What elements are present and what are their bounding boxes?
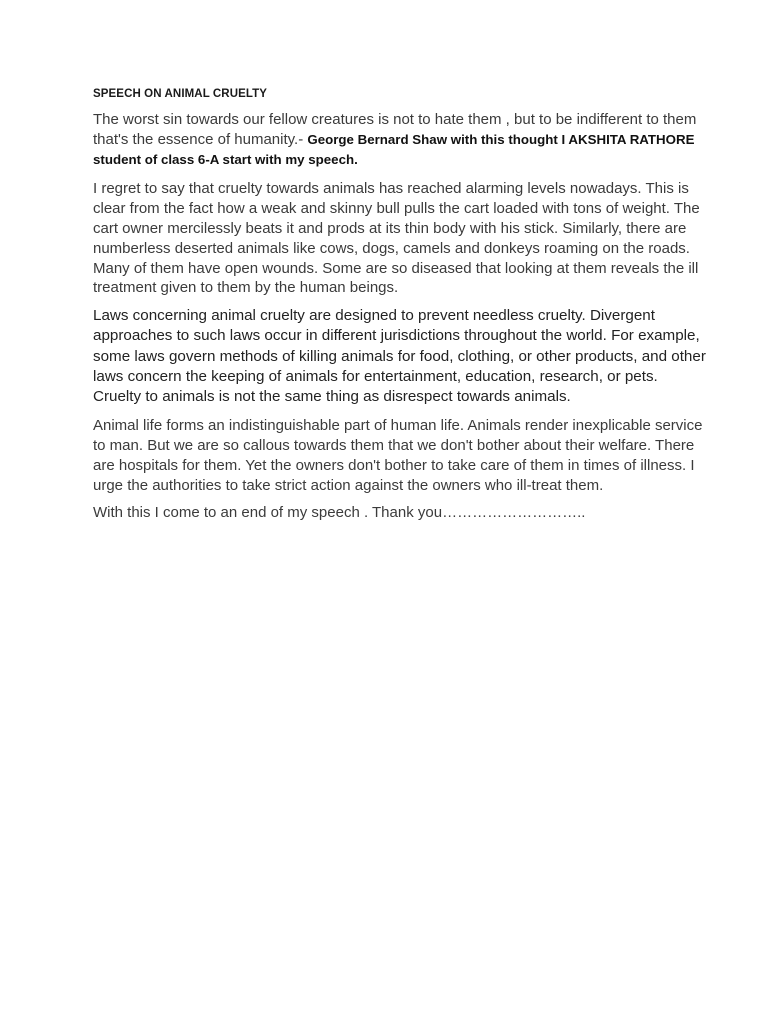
- paragraph-intro: [93, 110, 709, 169]
- paragraph-cruelty-levels: I regret to say that cruelty towards animals has reached alarming levels nowadays. This is clear from the fact how a weak and skinny bull pulls the cart loaded with tons of weight. The cart owner mercilessly beats it and prods at its thin body with his stick. Similarly, there are numberless deserted animals like cows, dogs, camels and donkeys roaming on the roads. Many of them have open wounds. Some are so diseased that looking at them reveals the ill treatment given to them by the human beings.: [93, 180, 700, 297]
- intro-quote-text: The worst sin towards our fellow creatures is not to hate them , but to be indifferent to them that's the essence of humanity.-: [93, 111, 697, 148]
- paragraph-laws: Laws concerning animal cruelty are designed to prevent needless cruelty. Divergent approaches to such laws occur in different jurisdictions throughout the world. For example, some laws govern methods of killing animals for food, clothing, or other products, and other laws concern the keeping of animals for entertainment, education, research, or pets. Cruelty to animals is not the same thing as disrespect towards animals.: [93, 307, 706, 405]
- intro-bold-text: George Bernard Shaw with this thought I AKSHITA RATHORE student of class 6-A start with my speech.: [93, 131, 695, 167]
- document-page: [93, 88, 709, 532]
- document-title: SPEECH ON ANIMAL CRUELTY: [93, 88, 268, 100]
- paragraph-closing: With this I come to an end of my speech . Thank you………………………..: [93, 504, 586, 522]
- paragraph-animal-life: Animal life forms an indistinguishable part of human life. Animals render inexplicable service to man. But we are so callous towards them that we don't bother about their welfare. There are hospitals for them. Yet the owners don't bother to take care of them in times of illness. I urge the authorities to take strict action against the owners who ill-treat them.: [93, 417, 703, 494]
